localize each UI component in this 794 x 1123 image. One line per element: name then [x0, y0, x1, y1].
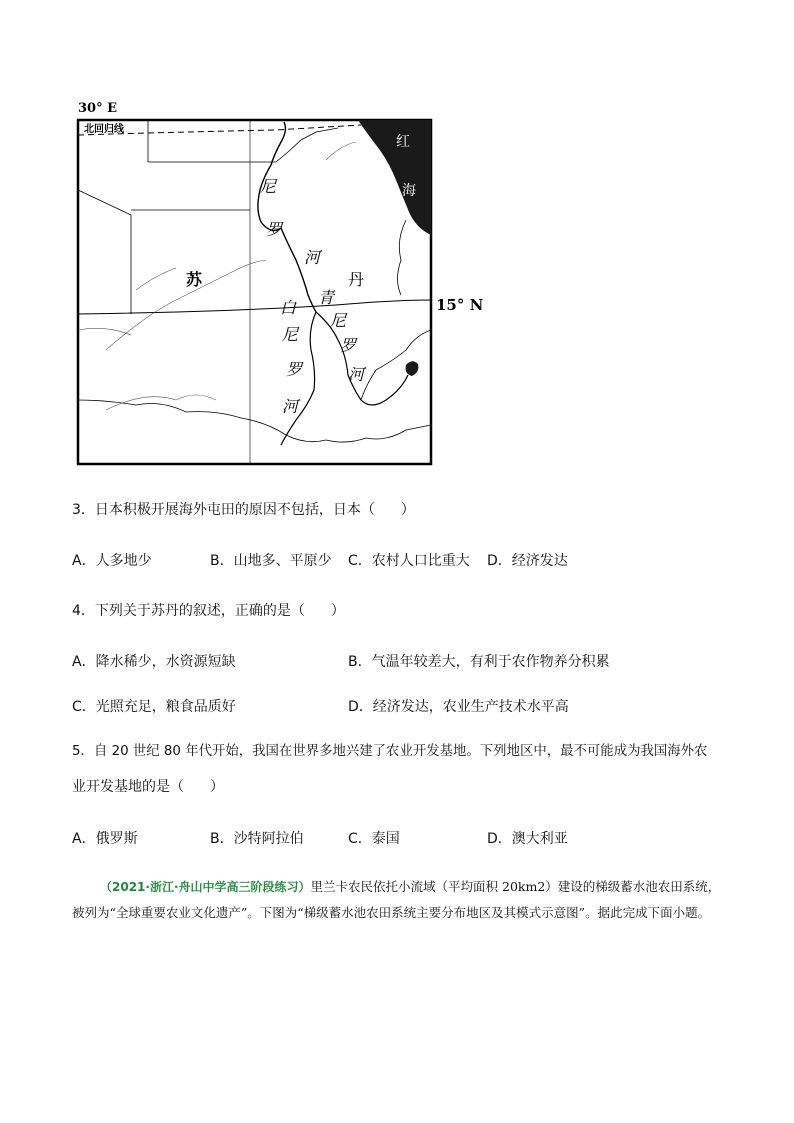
option-letter: C． — [348, 553, 372, 569]
latitude-label: 15° N — [436, 296, 484, 314]
option-text: 山地多、平原少 — [233, 553, 332, 569]
option-d[interactable] — [487, 551, 568, 571]
question-text-line1: 自 20 世纪 80 年代开始，我国在世界多地兴建了农业开发基地。下列地区中，最不可能成为我国海外农 — [93, 744, 708, 759]
option-text: 沙特阿拉伯 — [233, 831, 304, 847]
option-text: 经济发达 — [511, 553, 568, 569]
white-nile-label-2: 罗 — [286, 360, 303, 379]
option-d[interactable] — [487, 829, 568, 849]
question-text: 日本积极开展海外屯田的原因不包括，日本（ — [94, 502, 375, 518]
question-5 — [72, 742, 707, 762]
source-label: （2021·浙江·舟山中学高三阶段练习） — [100, 880, 311, 894]
question-4 — [72, 601, 345, 621]
option-b[interactable] — [210, 551, 332, 571]
option-a[interactable] — [72, 652, 236, 672]
blue-nile-label-1: 尼 — [330, 311, 347, 330]
question-3 — [72, 500, 415, 520]
option-letter: A． — [72, 654, 96, 670]
option-text: 降水稀少，水资源短缺 — [95, 654, 236, 670]
question-5-line2 — [72, 777, 224, 797]
question-number: 5． — [72, 744, 94, 759]
intro-text: 里兰卡农民依托小流域（平均面积 20km2）建设的梯级蓄水池农田系统，被列为“全球重要农业文化遗产”。下图为“梯级蓄水池农田系统主要分布地区及其模式示意图”。据此完成下面小题。 — [72, 879, 721, 920]
option-text: 气温年较差大，有利于农作物养分积累 — [371, 654, 610, 670]
sudan-map-svg — [76, 100, 496, 470]
option-text: 经济发达，农业生产技术水平高 — [372, 699, 569, 715]
nile-label-he: 河 — [304, 248, 321, 267]
red-sea-label-hong: 红 — [396, 134, 410, 150]
option-a[interactable] — [72, 829, 138, 849]
option-letter: C． — [348, 831, 372, 847]
white-nile-label-0: 白 — [280, 298, 297, 317]
question-close: ） — [330, 603, 345, 619]
country-label-su: 苏 — [186, 270, 203, 289]
option-letter: D． — [487, 831, 512, 847]
option-letter: A． — [72, 553, 96, 569]
option-a[interactable] — [72, 551, 152, 571]
intro-paragraph — [72, 874, 732, 926]
option-c[interactable] — [348, 551, 470, 571]
option-text: 农村人口比重大 — [371, 553, 470, 569]
tropic-label: 北回归线 — [84, 124, 124, 135]
blue-nile-label-3: 河 — [348, 365, 365, 384]
option-c[interactable] — [348, 829, 400, 849]
question-number: 4． — [72, 603, 95, 619]
question-text: 下列关于苏丹的叙述，正确的是（ — [94, 603, 305, 619]
nile-label-ni: 尼 — [260, 177, 277, 196]
option-text: 泰国 — [371, 831, 400, 847]
blue-nile-label-0: 青 — [318, 288, 335, 307]
blue-nile-label-2: 罗 — [340, 336, 357, 355]
country-label-dan: 丹 — [348, 270, 365, 289]
option-d[interactable] — [348, 697, 569, 717]
white-nile-label-1: 尼 — [282, 325, 299, 344]
option-letter: D． — [348, 699, 373, 715]
option-letter: B． — [210, 831, 234, 847]
nile-label-luo: 罗 — [266, 220, 283, 239]
option-letter: A． — [72, 831, 96, 847]
option-letter: B． — [348, 654, 372, 670]
question-text-line2: 业开发基地的是（ — [72, 779, 184, 795]
option-letter: D． — [487, 553, 512, 569]
option-text: 澳大利亚 — [511, 831, 568, 847]
option-text: 人多地少 — [95, 553, 152, 569]
white-nile-label-3: 河 — [282, 397, 299, 416]
option-letter: B． — [210, 553, 234, 569]
question-close: ） — [210, 779, 224, 795]
sudan-map — [76, 100, 496, 470]
longitude-label: 30° E — [78, 101, 118, 116]
option-b[interactable] — [348, 652, 610, 672]
option-b[interactable] — [210, 829, 304, 849]
option-letter: C． — [72, 699, 96, 715]
option-text: 俄罗斯 — [95, 831, 138, 847]
option-text: 光照充足，粮食品质好 — [95, 699, 236, 715]
option-c[interactable] — [72, 697, 236, 717]
question-close: ） — [400, 502, 415, 518]
red-sea-label-hai: 海 — [402, 183, 416, 199]
question-number: 3． — [72, 502, 95, 518]
